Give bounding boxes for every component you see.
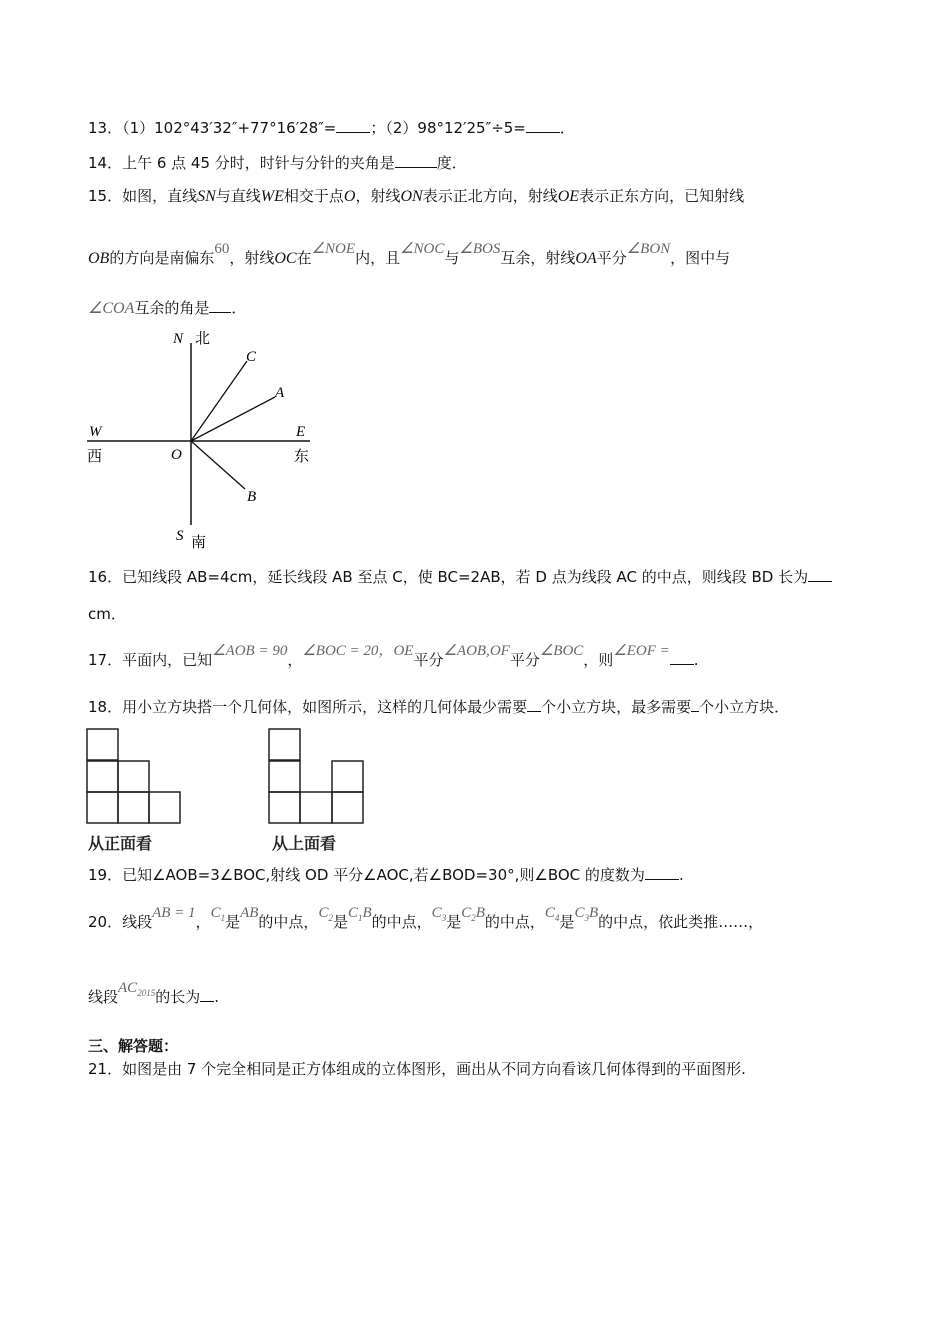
label-A: A <box>275 385 285 401</box>
top-view-caption: 从上面看 <box>272 834 337 853</box>
question-18: 18．用小立方块搭一个几何体，如图所示，这样的几何体最少需要 个小立方块，最多需要 个小立方块． <box>88 698 790 716</box>
label-xi: 西 <box>87 449 103 465</box>
label-E: E <box>296 424 306 440</box>
label-C: C <box>246 349 257 365</box>
answer-blank <box>645 865 679 880</box>
label-O: O <box>171 447 182 463</box>
label-W: W <box>89 424 102 440</box>
question-15-line1: 15．如图，直线SN与直线WE相交于点O，射线ON表示正北方向，射线OE表示正东方向，已知射线 <box>88 187 745 205</box>
answer-blank <box>526 118 560 133</box>
label-bei: 北 <box>195 331 211 347</box>
top-view-figure <box>268 728 368 828</box>
answer-blank <box>691 697 699 712</box>
question-21: 21．如图是由 7 个完全相同是正方体组成的立体图形，画出从不同方向看该几何体得到的平面图形. <box>88 1060 746 1078</box>
answer-blank <box>395 153 437 168</box>
question-13: 13．（1）102°43′32″+77°16′28″= ；（2）98°12′25″÷5= ． <box>88 119 575 137</box>
answer-blank <box>200 987 214 1002</box>
question-15-line2: OB的方向是南偏东60，射线OC在∠NOE内，且∠NOC与∠BOS互余，射线OA平分∠BON，图中与 <box>88 241 731 267</box>
label-nan: 南 <box>191 535 207 551</box>
front-view-caption: 从正面看 <box>88 834 153 853</box>
question-20-line1: 20．线段AB = 1，$C_1$是AB的中点，$C_2$是$C_1B$的中点，$C_3$是$C_2B$的中点，$C_4$是$C_3B$的中点，依此类推……， <box>88 905 764 931</box>
question-16-line1: 16．已知线段 AB=4cm，延长线段 AB 至点 C，使 BC=2AB，若 D 点为线段 AC 的中点，则线段 BD 长为 <box>88 567 832 587</box>
answer-blank <box>527 697 541 712</box>
answer-blank <box>209 298 231 313</box>
label-B: B <box>247 489 257 505</box>
question-15-line3: ∠COA互余的角是 ． <box>88 299 247 317</box>
answer-blank <box>808 567 832 582</box>
label-dong: 东 <box>294 449 310 465</box>
section-heading: 三、解答题： <box>88 1037 179 1055</box>
label-S: S <box>176 528 184 544</box>
answer-blank <box>670 650 694 665</box>
question-17: 17．平面内，已知∠AOB = 90，∠BOC = 20，OE平分∠AOB,OF平分∠BOC，则∠EOF = . <box>88 643 699 669</box>
question-14: 14．上午 6 点 45 分时，时针与分针的夹角是 度． <box>88 154 467 172</box>
label-N: N <box>173 331 184 347</box>
question-20-line2: 线段$AC_{2015}$的长为 . <box>88 980 219 1006</box>
answer-blank <box>336 118 370 133</box>
question-19: 19．已知∠AOB=3∠BOC,射线 OD 平分∠AOC,若∠BOD=30°,则∠BOC 的度数为 . <box>88 866 684 884</box>
compass-figure <box>85 325 325 555</box>
question-16-line2: cm． <box>88 605 126 623</box>
front-view-figure <box>86 728 186 828</box>
